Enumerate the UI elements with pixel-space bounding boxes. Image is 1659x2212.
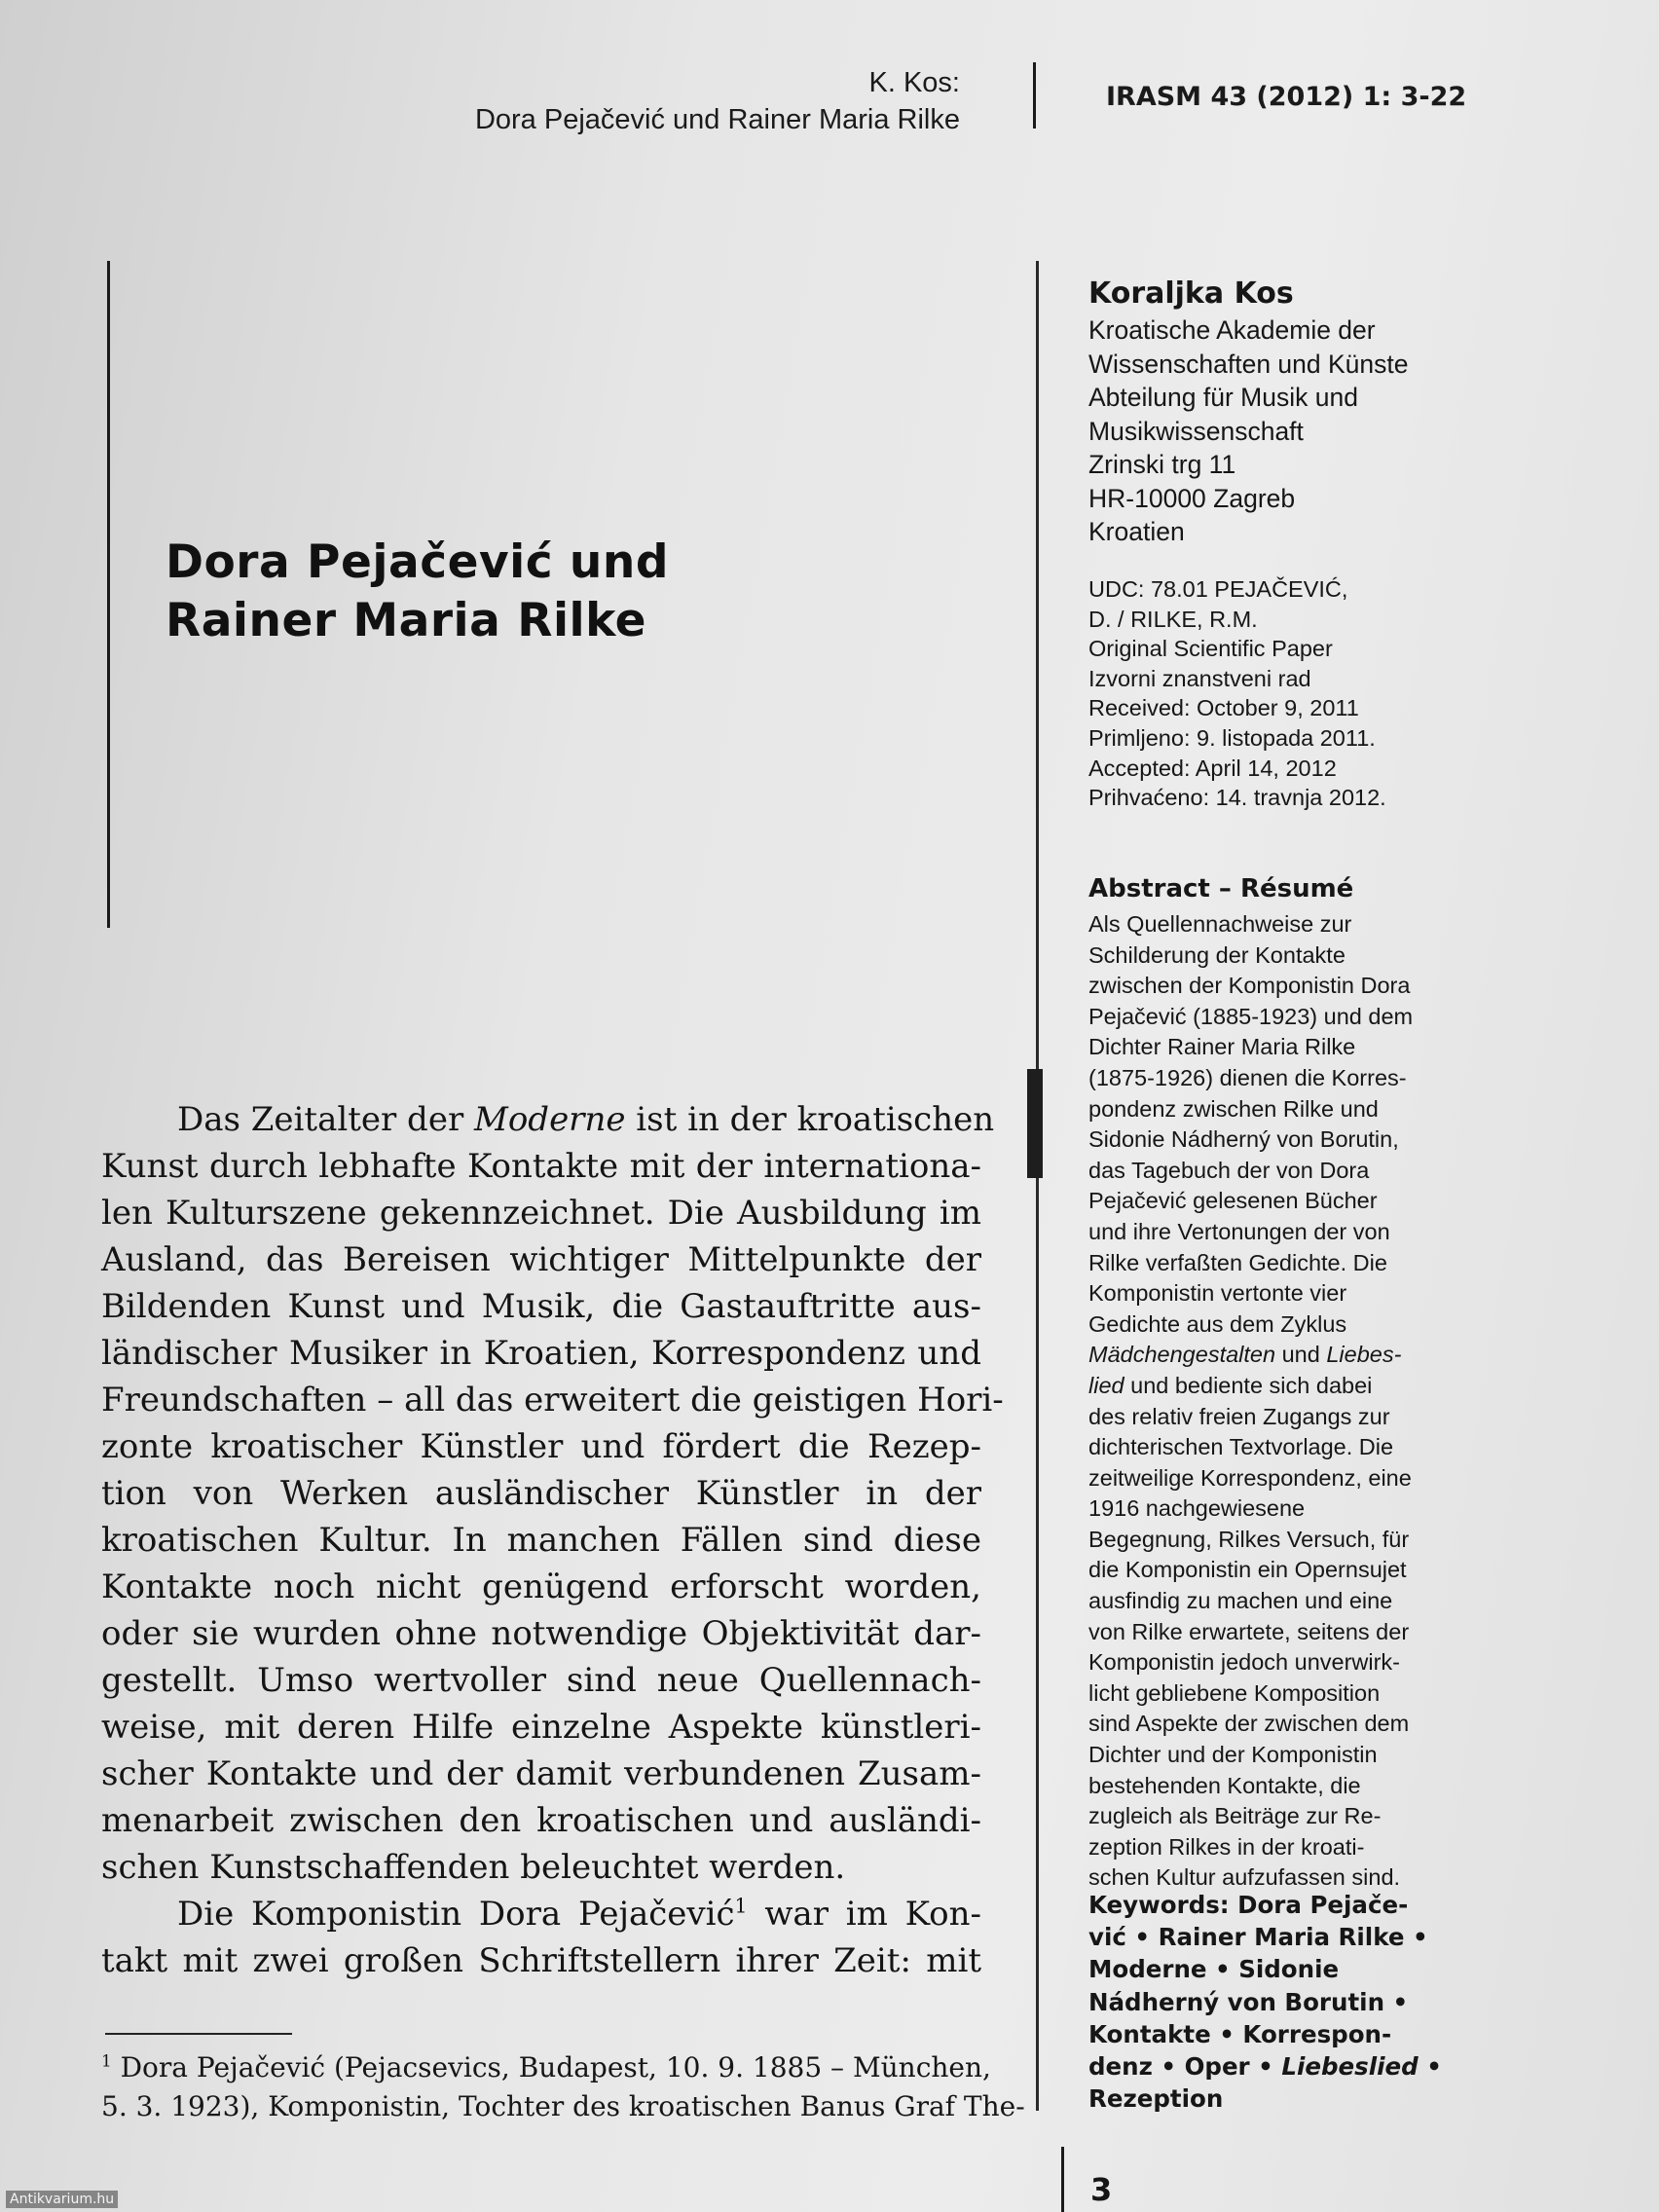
received-date-hr: Primljeno: 9. listopada 2011. [1088,724,1376,751]
abstract-line: des relativ freien Zugangs zur [1088,1403,1390,1429]
column-rule [1036,261,1039,2111]
keywords [1088,1889,1478,2115]
body-line [101,1096,995,1143]
abstract-line: Pejačević gelesenen Bücher [1088,1188,1378,1214]
body-line: oder sie wurden ohne notwendige Objektivität dar- [101,1614,981,1653]
page-number: 3 [1090,2171,1113,2208]
abstract-line: zugleich als Beiträge zur Re- [1088,1803,1382,1829]
body-line: len Kulturszene gekennzeichnet. Die Ausbildung im [101,1194,981,1233]
abstract-line: Als Quellennachweise zur [1088,911,1352,937]
abstract-line: 1916 nachgewiesene [1088,1495,1306,1522]
header-author: K. Kos: [868,67,960,98]
abstract-line: von Rilke erwartete, seitens der [1088,1618,1410,1644]
abstract-line: dichterischen Textvorlage. Die [1088,1434,1394,1460]
abstract-text [1088,909,1478,1894]
abstract-line: pondenz zwischen Rilke und [1088,1095,1379,1122]
paper-type-hr: Izvorni znanstveni rad [1088,665,1311,691]
keywords-line [1088,2050,1478,2083]
body-italic: Moderne [474,1100,626,1139]
abstract-line: Pejačević (1885-1923) und dem [1088,1003,1414,1029]
abstract-text-fragment: und [1275,1342,1327,1368]
abstract-line: Schilderung der Kontakte [1088,941,1346,968]
body-line: takt mit zwei großen Schriftstellern ihrer Zeit: mit [101,1941,981,1980]
keywords-line: Moderne • Sidonie [1088,1955,1340,1984]
header-article-title: Dora Pejačević und Rainer Maria Rilke [474,104,960,135]
article-title [166,534,789,650]
abstract-italic-title: Liebes- [1326,1342,1402,1368]
abstract-line: zwischen der Komponistin Dora [1088,973,1411,999]
body-text [101,1096,1004,1984]
affiliation-line: Kroatische Akademie der [1088,315,1376,345]
udc-line: D. / RILKE, R.M. [1088,606,1258,632]
abstract-text-fragment: und bediente sich dabei [1124,1372,1373,1398]
keywords-line: Rezeption [1088,2084,1224,2114]
abstract-line: schen Kultur aufzufassen sind. [1088,1864,1401,1891]
article-metadata [1088,574,1478,813]
abstract-line [1088,1340,1478,1371]
body-line: kroatischen Kultur. In manchen Fällen sind diese [101,1521,981,1560]
keywords-line: vić • Rainer Maria Rilke • [1088,1923,1428,1952]
body-fragment: war im Kon- [747,1895,981,1934]
journal-citation: IRASM 43 (2012) 1: 3-22 [1106,82,1467,112]
affiliation-line: Kroatien [1088,517,1185,546]
abstract-line: (1875-1926) dienen die Korres- [1088,1064,1407,1090]
keywords-fragment: denz • Oper • [1088,2052,1282,2082]
body-line: weise, mit deren Hilfe einzelne Aspekte künstleri- [101,1708,981,1747]
udc-line: UDC: 78.01 PEJAČEVIĆ, [1088,576,1348,602]
body-fragment: Das Zeitalter der [177,1100,475,1139]
footnote-number: 1 [101,2050,112,2071]
column-rule-marker [1027,1069,1043,1178]
abstract-line: Komponistin vertonte vier [1088,1280,1347,1307]
body-line: Bildenden Kunst und Musik, die Gastauftritte aus- [101,1287,981,1326]
footnote [101,2048,1025,2126]
abstract-line: zeption Rilkes in der kroati- [1088,1833,1365,1860]
body-line: Kunst durch lebhafte Kontakte mit der internationa- [101,1147,981,1186]
header-divider [1033,62,1036,129]
abstract-line: Begegnung, Rilkes Versuch, für [1088,1526,1410,1552]
left-rule [107,261,110,928]
footnote-line [101,2048,991,2087]
abstract-line: ausfindig zu machen und eine [1088,1588,1393,1614]
page-number-rule [1061,2147,1064,2212]
abstract-italic-title: Mädchengestalten [1088,1342,1276,1368]
accepted-date: Accepted: April 14, 2012 [1088,755,1337,781]
accepted-date-hr: Prihvaćeno: 14. travnja 2012. [1088,785,1386,811]
body-line: Ausland, das Bereisen wichtiger Mittelpunkte der [101,1240,981,1279]
keywords-line: Nádherný von Borutin • [1088,1987,1409,2016]
body-line: Freundschaften – all das erweitert die geistigen Hori- [101,1381,1004,1419]
abstract-line: Dichter Rainer Maria Rilke [1088,1034,1356,1060]
running-header [292,64,960,138]
abstract-line: Dichter und der Komponistin [1088,1742,1378,1768]
body-line: ländischer Musiker in Kroatien, Korrespondenz und [101,1334,981,1373]
abstract-line: Gedichte aus dem Zyklus [1088,1310,1347,1337]
abstract-line: Komponistin jedoch unverwirk- [1088,1649,1401,1676]
article-title-line-1: Dora Pejačević und [166,535,669,589]
keywords-italic: Liebeslied [1281,2052,1419,2082]
body-line: zonte kroatischer Künstler und fördert die Rezep- [101,1427,981,1466]
body-line: tion von Werken ausländischer Künstler in der [101,1474,981,1513]
affiliation-line: Zrinski trg 11 [1088,450,1236,479]
paper-type: Original Scientific Paper [1088,636,1333,662]
body-line [101,1891,981,1937]
keywords-fragment: • [1418,2052,1442,2082]
article-title-line-2: Rainer Maria Rilke [166,594,647,647]
body-line: scher Kontakte und der damit verbundenen Zusam- [101,1754,981,1793]
abstract-line [1088,1371,1478,1402]
abstract-line: Rilke verfaßten Gedichte. Die [1088,1249,1387,1275]
footnote-fragment: Dora Pejačević (Pejacsevics, Budapest, 10. 9. 1885 – München, [111,2051,991,2083]
body-line: gestellt. Umso wertvoller sind neue Quellennach- [101,1661,981,1700]
body-line: menarbeit zwischen den kroatischen und ausländi- [101,1801,981,1840]
received-date: Received: October 9, 2011 [1088,695,1359,721]
abstract-line: licht gebliebene Komposition [1088,1679,1381,1706]
body-line: schen Kunstschaffenden beleuchtet werden. [101,1848,846,1887]
footnote-rule [105,2033,292,2035]
footnote-ref[interactable]: 1 [734,1894,748,1918]
watermark: Antikvarium.hu [6,2191,118,2208]
affiliation-line: Musikwissenschaft [1088,416,1304,446]
abstract-line: bestehenden Kontakte, die [1088,1772,1361,1798]
keywords-line: Keywords: Dora Pejače- [1088,1891,1409,1919]
affiliation-line: Abteilung für Musik und [1088,383,1358,412]
body-fragment: ist in der kroatischen [625,1100,995,1139]
affiliation-line: Wissenschaften und Künste [1088,349,1409,379]
abstract-line: die Komponistin ein Opernsujet [1088,1557,1407,1583]
footnote-line: 5. 3. 1923), Komponistin, Tochter des kroatischen Banus Graf The- [101,2090,1025,2122]
abstract-line: das Tagebuch der von Dora [1088,1157,1370,1183]
body-fragment: Die Komponistin Dora Pejačević [177,1895,735,1934]
abstract-line: sind Aspekte der zwischen dem [1088,1711,1410,1737]
affiliation-line: HR-10000 Zagreb [1088,483,1296,513]
author-name: Koraljka Kos [1088,276,1294,311]
abstract-line: und ihre Vertonungen der von [1088,1218,1390,1244]
abstract-italic-title: lied [1088,1372,1124,1398]
abstract-line: Sidonie Nádherný von Borutin, [1088,1126,1399,1153]
abstract-heading: Abstract – Résumé [1088,874,1354,903]
author-affiliation [1088,313,1478,549]
body-line: Kontakte noch nicht genügend erforscht worden, [101,1567,981,1606]
keywords-line: Kontakte • Korrespon- [1088,2019,1392,2048]
abstract-line: zeitweilige Korrespondenz, eine [1088,1464,1412,1491]
